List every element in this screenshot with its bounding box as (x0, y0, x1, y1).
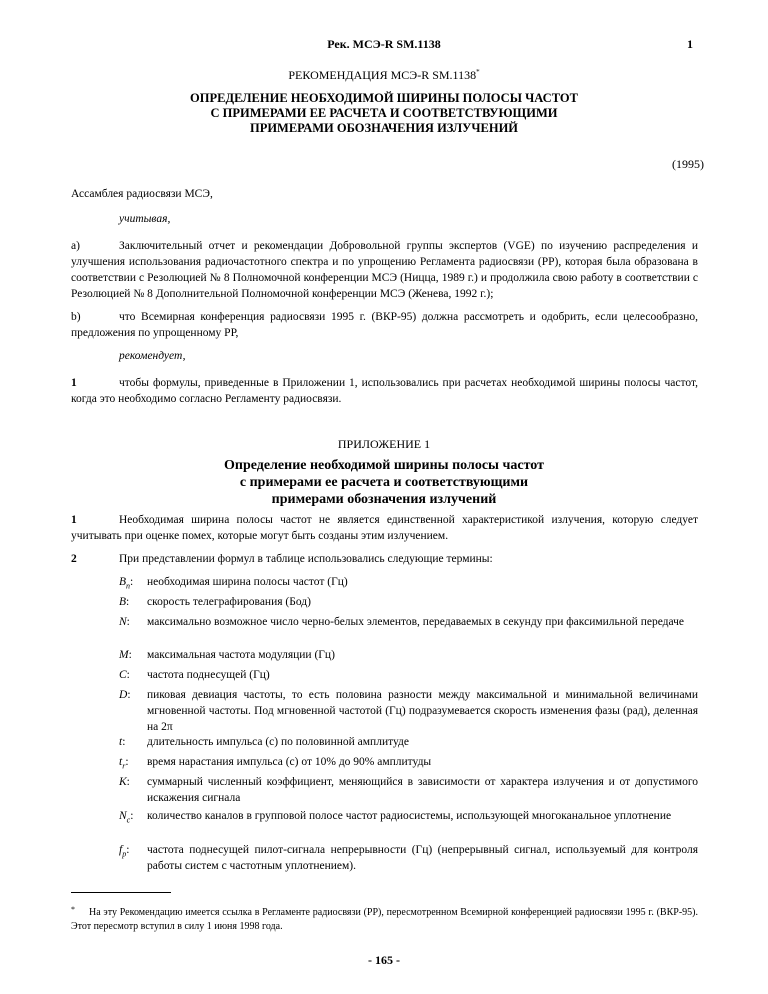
term-definition: пиковая девиация частоты, то есть половина разности между максимальной и минимальной величинами мгновенной частоты. Под мгновенной частотой (Гц) подразумевается скорость изменения фазы (рад), деленная на 2π (147, 689, 698, 733)
page-number: - 165 - (368, 953, 400, 967)
term-colon: : (130, 810, 134, 822)
annex-heading-line-3: примерами обозначения излучений (271, 492, 497, 507)
term-symbol-subscript: n (126, 581, 131, 591)
term-definition: скорость телеграфирования (Бод) (147, 596, 311, 608)
term-symbol-letter: B (119, 576, 127, 588)
term-item (119, 594, 698, 610)
term-item (119, 842, 698, 874)
recommendation-label: РЕКОМЕНДАЦИЯ МСЭ-R SM.1138 (288, 68, 477, 82)
term-symbol (119, 842, 129, 862)
term-colon: : (130, 576, 134, 588)
term-item (119, 754, 698, 770)
annex-paragraph-1 (71, 512, 698, 544)
recommendation-number (0, 64, 768, 83)
term-symbol-letter: K (119, 776, 127, 788)
year: (1995) (672, 157, 704, 171)
term-symbol (119, 647, 132, 663)
annex-heading-line-2: с примерами ее расчета и соответствующими (239, 475, 529, 490)
term-definition: суммарный численный коэффициент, меняющийся в зависимости от характера излучения и от допустимого искажения сигнала (147, 776, 698, 804)
recommends-label: рекомендует, (119, 350, 186, 362)
title-line-3: ПРИМЕРАМИ ОБОЗНАЧЕНИЯ ИЗЛУЧЕНИЙ (249, 121, 519, 135)
term-definition: время нарастания импульса (с) от 10% до 90% амплитуды (147, 756, 432, 768)
footnote-mark: * (71, 905, 75, 914)
running-header-title: Рек. МСЭ-R SM.1138 (327, 37, 441, 51)
footnote-divider (71, 892, 171, 893)
term-definition: длительность импульса (с) по половинной амплитуде (147, 736, 409, 748)
annex-heading-line-1: Определение необходимой ширины полосы частот (224, 458, 544, 473)
term-definition: максимально возможное число черно-белых элементов, передаваемых в секунду при факсимильной передаче (147, 616, 685, 628)
term-symbol (119, 574, 133, 594)
annex-paragraph-2-text: При представлении формул в таблице использовались следующие термины: (119, 553, 493, 565)
term-item (119, 734, 698, 750)
term-symbol (119, 774, 130, 790)
term-symbol (119, 667, 130, 683)
term-symbol-letter: N (119, 616, 127, 628)
title-line-1: ОПРЕДЕЛЕНИЕ НЕОБХОДИМОЙ ШИРИНЫ ПОЛОСЫ ЧАСТОТ (190, 91, 578, 105)
term-definition: максимальная частота модуляции (Гц) (147, 649, 335, 661)
term-colon: : (126, 596, 130, 608)
document-title (0, 91, 768, 136)
term-colon: : (126, 844, 130, 856)
term-colon: : (128, 649, 132, 661)
term-symbol (119, 754, 129, 774)
term-symbol-subscript: p (122, 849, 127, 859)
term-symbol-letter: C (119, 669, 127, 681)
term-symbol-letter: t (119, 756, 123, 768)
term-symbol (119, 614, 130, 630)
paragraph-a (71, 238, 698, 302)
term-symbol (119, 734, 125, 750)
term-symbol (119, 594, 129, 610)
term-item (119, 614, 698, 630)
term-colon: : (126, 776, 130, 788)
term-item (119, 574, 698, 590)
annex-title: ПРИЛОЖЕНИЕ 1 (337, 437, 431, 451)
term-definition: необходимая ширина полосы частот (Гц) (147, 576, 348, 588)
recommendation-1 (71, 375, 698, 407)
paragraph-b-text: что Всемирная конференция радиосвязи 1995 г. (ВКР-95) должна рассмотреть и одобрить, если целесообразно, предложения по упрощенному РР, (71, 311, 698, 339)
term-symbol-letter: M (119, 649, 129, 661)
term-item (119, 647, 698, 663)
term-symbol-letter: f (119, 844, 123, 856)
annex-heading (0, 457, 768, 508)
annex-paragraph-2 (71, 551, 698, 567)
paragraph-a-label: a) (71, 240, 80, 252)
term-item (119, 687, 698, 735)
term-symbol-letter: t (119, 736, 123, 748)
term-colon: : (125, 756, 129, 768)
running-header-page: 1 (687, 37, 693, 51)
term-definition: частота поднесущей (Гц) (147, 669, 270, 681)
term-item (119, 808, 698, 824)
term-symbol-subscript: r (122, 761, 126, 771)
term-symbol (119, 687, 131, 703)
considering-label: учитывая, (119, 213, 171, 225)
title-line-2: С ПРИМЕРАМИ ЕЕ РАСЧЕТА И СООТВЕТСТВУЮЩИМИ (210, 106, 558, 120)
recommendation-1-text: чтобы формулы, приведенные в Приложении 1, использовались при расчетах необходимой ширины полосы частот, когда это необходимо согласно Регламенту радиосвязи. (71, 377, 698, 405)
term-symbol-letter: D (119, 689, 128, 701)
term-symbol-letter: B (119, 596, 127, 608)
term-item (119, 667, 698, 683)
paragraph-b-label: b) (71, 311, 81, 323)
term-definition: количество каналов в групповой полосе частот радиосистемы, использующей многоканальное уплотнение (147, 810, 672, 822)
term-definition: частота поднесущей пилот-сигнала непрерывности (Гц) (непрерывный сигнал, используемый для контроля работы систем с частотным уплотнением). (147, 844, 698, 872)
paragraph-b (71, 309, 698, 341)
term-symbol (119, 808, 133, 828)
assembly-line: Ассамблея радиосвязи МСЭ, (71, 188, 213, 200)
recommendation-1-label: 1 (71, 377, 77, 389)
annex-paragraph-1-label: 1 (71, 514, 77, 526)
term-symbol-subscript: c (126, 815, 131, 825)
term-item (119, 774, 698, 806)
term-colon: : (127, 689, 131, 701)
footnote-reference: * (476, 68, 480, 76)
paragraph-a-text: Заключительный отчет и рекомендации Добровольной группы экспертов (VGE) по изучению распределения и улучшения использования радиочастотного спектра и по упрощению Регламента радиосвязи (РР), которая была образована в соответствии с Резолюцией № 8 Полномочной конференции МСЭ (Ницца, 1989 г.) и продолжила свою работу в соответствии с Резолюцией № 8 Дополнительной Полномочной конференции МСЭ (Женева, 1992 г.); (71, 240, 698, 300)
annex-paragraph-2-label: 2 (71, 553, 77, 565)
term-colon: : (126, 616, 130, 628)
footnote-text: На эту Рекомендацию имеется ссылка в Регламенте радиосвязи (РР), пересмотренном Всемирной конференцией радиосвязи 1995 г. (ВКР-95). Этот пересмотр вступил в силу 1 июня 1998 года. (71, 907, 698, 932)
term-colon: : (126, 669, 130, 681)
term-colon: : (122, 736, 126, 748)
term-symbol-letter: N (119, 810, 127, 822)
annex-paragraph-1-text: Необходимая ширина полосы частот не является единственной характеристикой излучения, которую следует учитывать при оценке помех, которые могут быть созданы этим излучением. (71, 514, 698, 542)
